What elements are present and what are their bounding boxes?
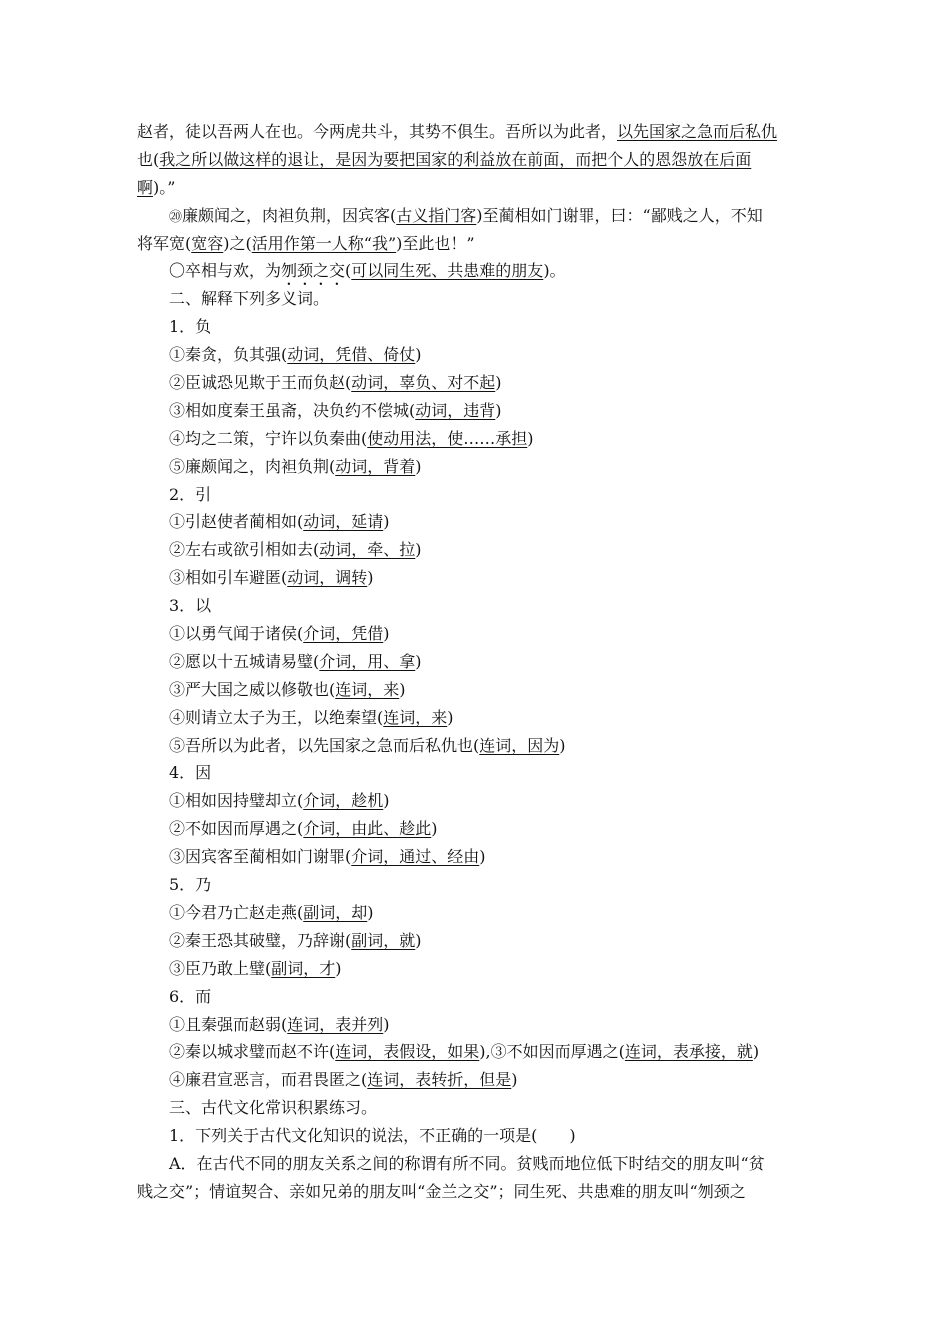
list-item: ①今君乃亡赵走燕(副词，却) bbox=[169, 902, 374, 922]
annotation: 副词，就 bbox=[351, 930, 416, 950]
group-heading: 6．而 bbox=[169, 986, 212, 1006]
annotation: 古义指门客 bbox=[396, 205, 477, 225]
list-item: ①秦贪，负其强(动词，凭借、倚仗) bbox=[169, 345, 422, 365]
list-item: ④廉君宣恶言，而君畏匿之(连词，表转折，但是) bbox=[169, 1070, 518, 1090]
paragraph-line: 〇卒相与欢，为刎颈之交(可以同生死、共患难的朋友)。 bbox=[169, 261, 566, 281]
group-heading: 5．乃 bbox=[169, 875, 212, 895]
paragraph-line: 赵者，徒以吾两人在也。今两虎共斗，其势不俱生。吾所以为此者，以先国家之急而后私仇 bbox=[137, 122, 778, 141]
list-item: ②秦以城求璧而赵不许(连词，表假设，如果),③不如因而厚遇之(连词，表承接，就) bbox=[169, 1042, 760, 1062]
option-a-line: 贱之交”；情谊契合、亲如兄弟的朋友叫“金兰之交”；同生死、共患难的朋友叫“刎颈之 bbox=[137, 1181, 746, 1201]
paragraph-line: 将军宽(宽容)之(活用作第一人称“我”)至此也！” bbox=[137, 233, 475, 253]
annotation: 活用作第一人称“我” bbox=[251, 233, 397, 253]
group-heading: 2．引 bbox=[169, 484, 212, 504]
list-item: ⑤吾所以为此者，以先国家之急而后私仇也(连词，因为) bbox=[169, 735, 566, 755]
item-number: ⑳ bbox=[169, 209, 183, 225]
group-heading: 3．以 bbox=[169, 596, 212, 616]
list-item: ③相如引车避匿(动词，调转) bbox=[169, 568, 374, 588]
list-item: ③相如度秦王虽斋，决负约不偿城(动词，违背) bbox=[169, 400, 502, 420]
annotation: 介词，凭借 bbox=[303, 624, 384, 644]
annotation: 动词，牵、拉 bbox=[319, 540, 416, 560]
polysemy-groups bbox=[137, 317, 827, 978]
annotation: 宽容 bbox=[191, 233, 224, 253]
annotation: 介词，趁机 bbox=[303, 791, 384, 811]
document-page bbox=[137, 122, 827, 1210]
annotation: 连词，来 bbox=[335, 679, 400, 699]
list-item: ②臣诚恐见欺于王而负赵(动词，辜负、对不起) bbox=[169, 373, 502, 393]
annotation: 以先国家之急而后私仇 bbox=[617, 122, 778, 141]
annotation: 连词，表承接，就 bbox=[624, 1042, 753, 1062]
question: 1．下列关于古代文化知识的说法，不正确的一项是( ) bbox=[169, 1126, 576, 1146]
paragraph-line: 啊)。” bbox=[137, 177, 176, 197]
list-item: ⑤廉颇闻之，肉袒负荆(动词，背着) bbox=[169, 456, 422, 476]
option-a-line: A．在古代不同的朋友关系之间的称谓有所不同。贫贱而地位低下时结交的朋友叫“贫 bbox=[169, 1153, 765, 1173]
item-number: 〇 bbox=[169, 261, 186, 281]
annotation: 动词，违背 bbox=[415, 400, 496, 420]
annotation: 介词，用、拿 bbox=[319, 651, 416, 671]
annotation: 我之所以做这样的退让，是因为要把国家的利益放在前面，而把个人的恩怨放在后面 bbox=[159, 149, 752, 169]
annotation: 动词，凭借、倚仗 bbox=[287, 345, 416, 365]
section-heading: 二、解释下列多义词。 bbox=[169, 289, 330, 309]
list-item: ④均之二策，宁许以负秦曲(使动用法，使……承担) bbox=[169, 428, 534, 448]
group-heading: 1．负 bbox=[169, 317, 212, 337]
annotation: 副词，却 bbox=[303, 902, 368, 922]
list-item: ①引赵使者蔺相如(动词，延请) bbox=[169, 512, 390, 532]
list-item: ②愿以十五城请易璧(介词，用、拿) bbox=[169, 651, 422, 671]
paragraph-line: 也(我之所以做这样的退让，是因为要把国家的利益放在前面，而把个人的恩怨放在后面 bbox=[137, 149, 752, 169]
list-item: ③严大国之威以修敬也(连词，来) bbox=[169, 679, 406, 699]
annotation: 动词，调转 bbox=[287, 568, 368, 588]
annotation: 动词，延请 bbox=[303, 512, 384, 532]
list-item: ①相如因持璧却立(介词，趁机) bbox=[169, 791, 390, 811]
list-item: ④则请立太子为王，以绝秦望(连词，来) bbox=[169, 707, 454, 727]
annotation: 连词，表并列 bbox=[287, 1014, 384, 1034]
list-item: ②秦王恐其破璧，乃辞谢(副词，就) bbox=[169, 930, 422, 950]
annotation: 啊 bbox=[137, 177, 154, 197]
list-item: ①以勇气闻于诸侯(介词，凭借) bbox=[169, 624, 390, 644]
group-heading: 4．因 bbox=[169, 763, 212, 783]
annotation: 连词，表假设，如果 bbox=[335, 1042, 480, 1062]
list-item: ②不如因而厚遇之(介词，由此、趁此) bbox=[169, 819, 438, 839]
section-heading: 三、古代文化常识积累练习。 bbox=[169, 1098, 378, 1118]
list-item: ③臣乃敢上璧(副词，才) bbox=[169, 958, 342, 978]
annotation: 连词，来 bbox=[383, 707, 448, 727]
annotation: 可以同生死、共患难的朋友 bbox=[351, 261, 544, 281]
annotation: 动词，辜负、对不起 bbox=[351, 373, 496, 393]
emphasized-term: 刎颈之交 bbox=[281, 261, 346, 281]
annotation: 动词，背着 bbox=[335, 456, 416, 476]
paragraph-line: ⑳廉颇闻之，肉袒负荆，因宾客(古义指门客)至蔺相如门谢罪，曰：“鄙贱之人，不知 bbox=[169, 205, 763, 225]
list-item: ①且秦强而赵弱(连词，表并列) bbox=[169, 1014, 390, 1034]
list-item: ③因宾客至蔺相如门谢罪(介词，通过、经由) bbox=[169, 847, 486, 867]
annotation: 介词，由此、趁此 bbox=[303, 819, 432, 839]
annotation: 连词，表转折，但是 bbox=[367, 1070, 512, 1090]
list-item: ②左右或欲引相如去(动词，牵、拉) bbox=[169, 540, 422, 560]
annotation: 连词，因为 bbox=[479, 735, 560, 755]
annotation: 使动用法，使……承担 bbox=[367, 428, 528, 448]
annotation: 介词，通过、经由 bbox=[351, 847, 480, 867]
annotation: 副词，才 bbox=[271, 958, 336, 978]
